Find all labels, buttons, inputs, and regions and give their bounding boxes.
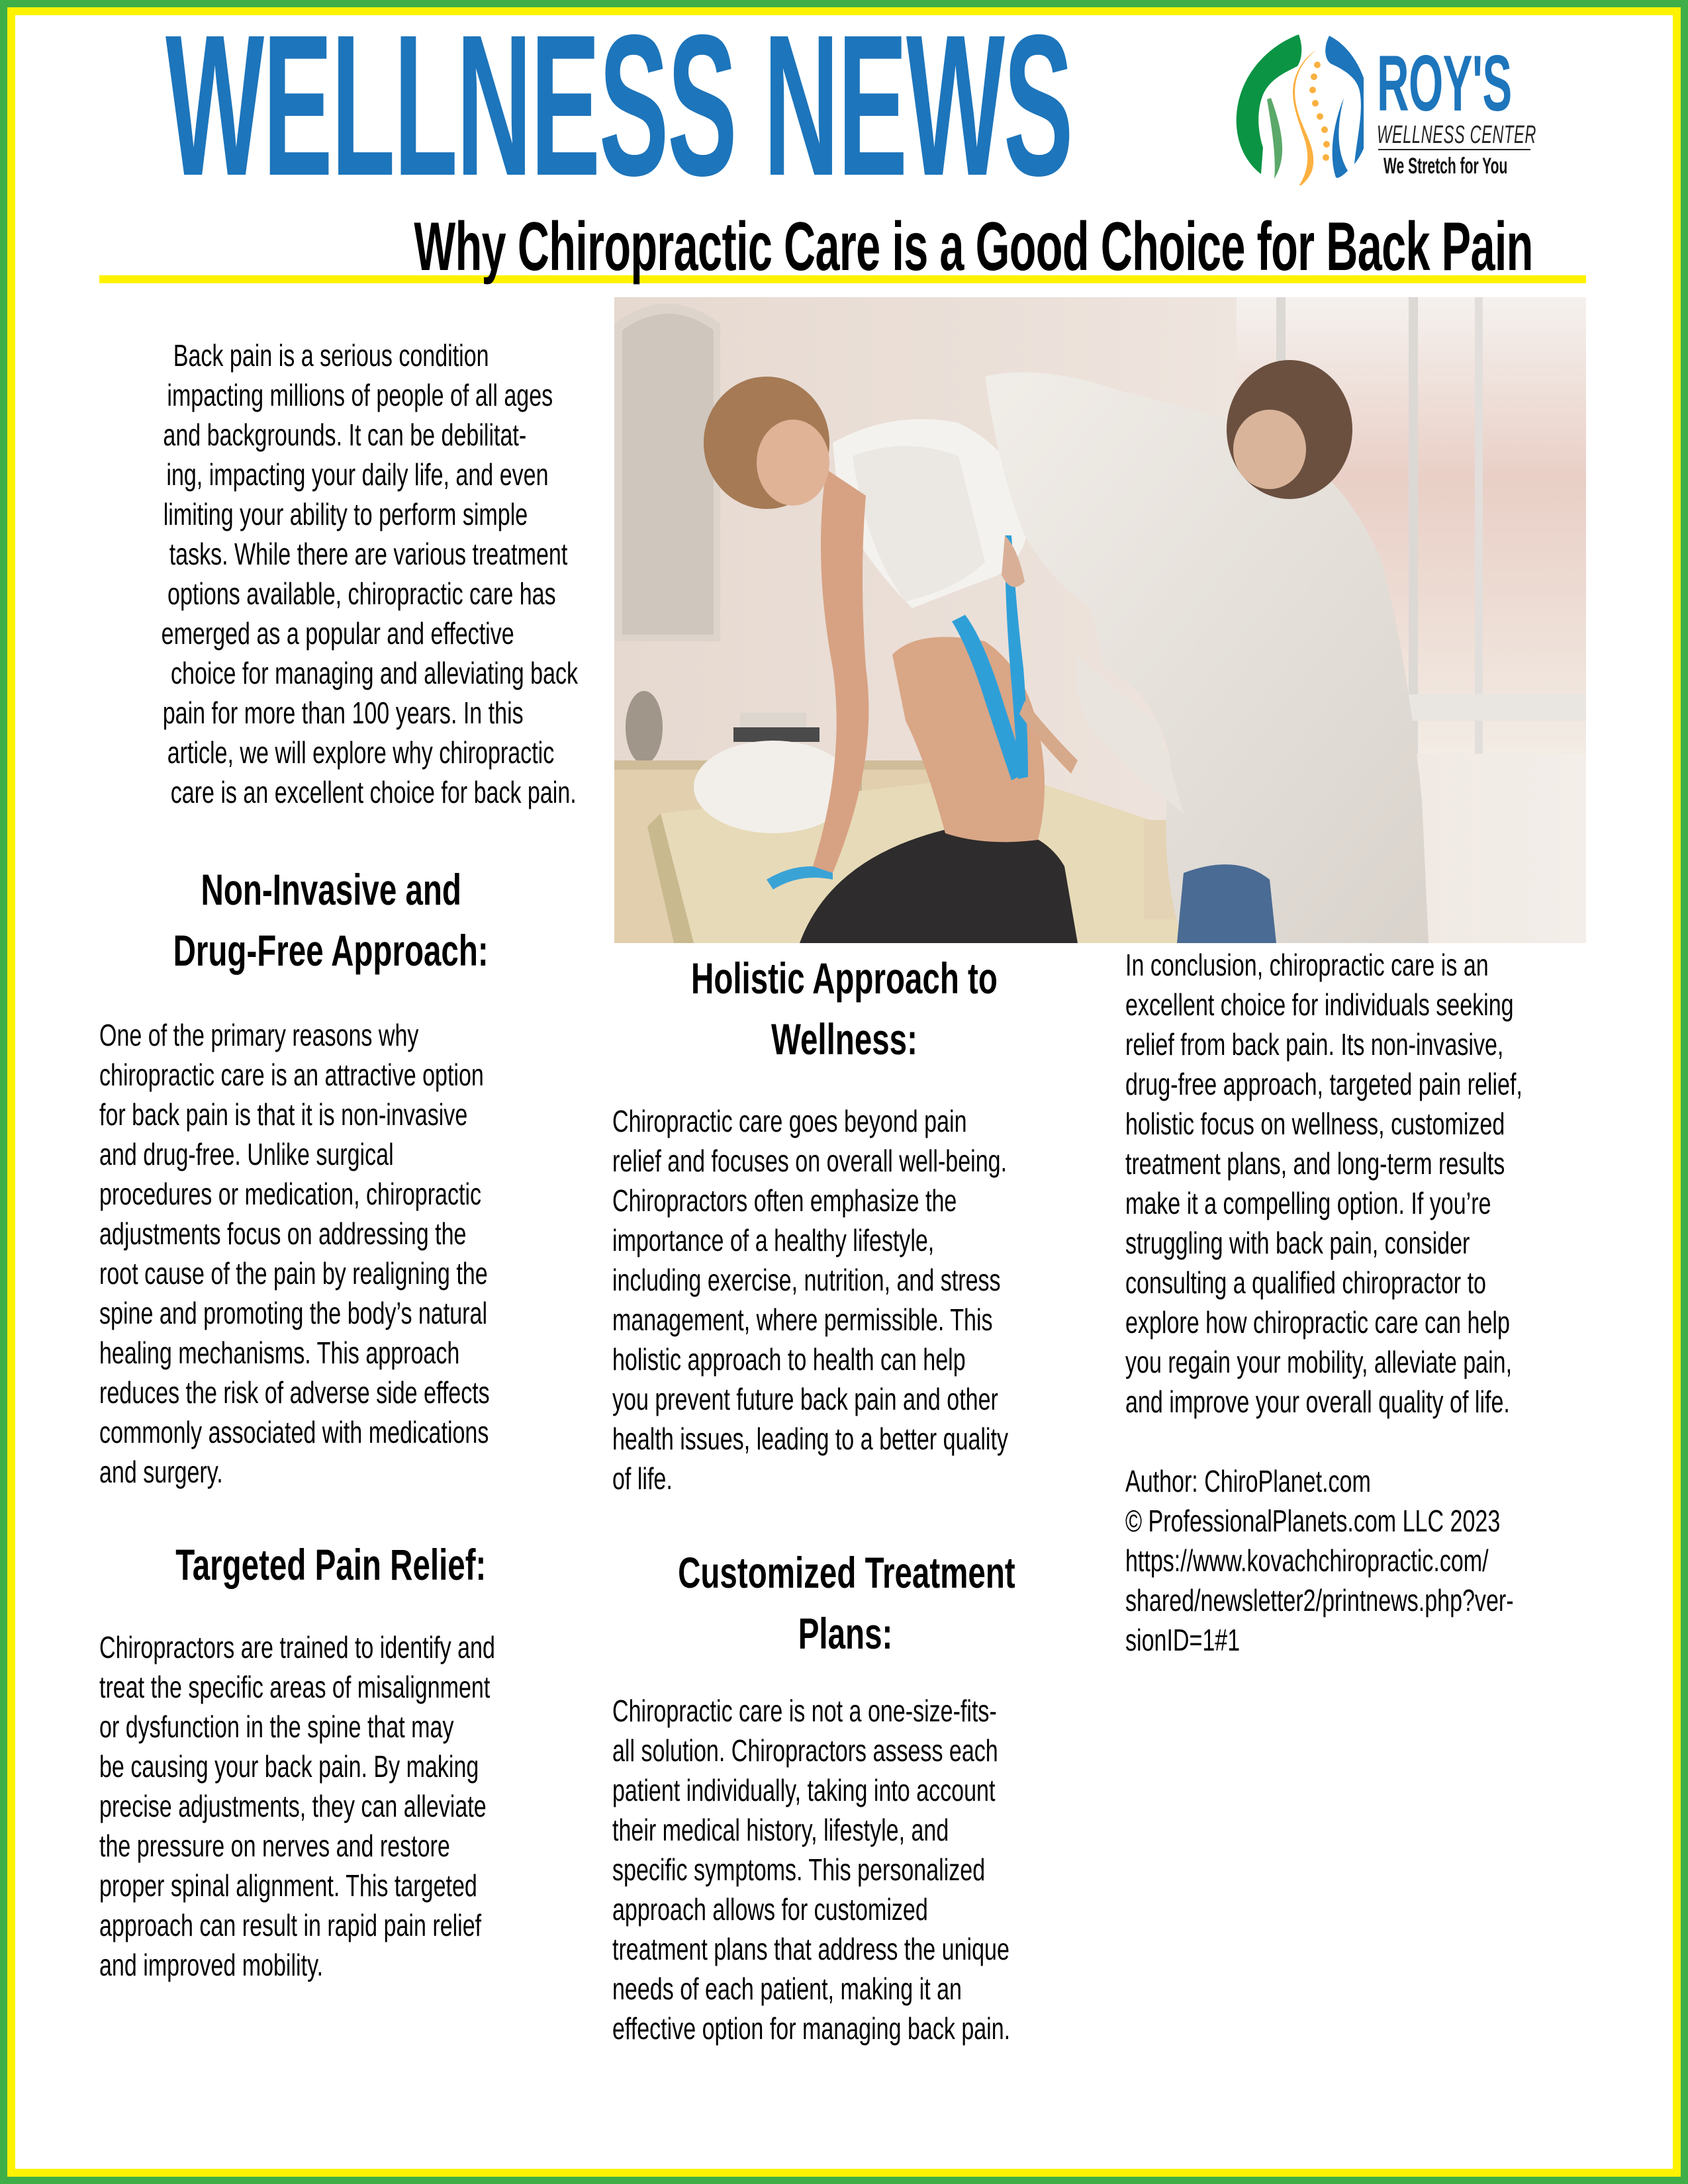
logo-subtitle: [1377, 122, 1634, 148]
article-photo: [614, 297, 1586, 943]
source-url[interactable]: shared/newsletter2/printnews.php?ver-: [1125, 1583, 1514, 1617]
intro-line: article, we will explore why chiropractic: [167, 735, 555, 770]
intro-line: impacting millions of people of all ages: [167, 378, 553, 412]
intro-line: pain for more than 100 years. In this: [162, 696, 524, 730]
intro-line: options available, chiropractic care has: [167, 576, 556, 611]
section-heading-holistic: Holistic Approach to Wellness:: [690, 954, 998, 1064]
intro-line: limiting your ability to perform simple: [163, 497, 528, 531]
article-headline: [99, 210, 1586, 283]
author-credit: Author: ChiroPlanet.com: [1125, 1464, 1371, 1498]
logo-tagline-text: We Stretch for You: [1383, 154, 1508, 179]
conclusion-paragraph: In conclusion, chiropractic care is an excellent choice for individuals seeking relief from back pain. Its non-invasive, drug-free approach, targeted pain relief, holistic focus on wellness, customized treatment plans, and long-term results make it a compelling option. If you’re struggling with back pain, consider consulting a qualified chiropractor to explore how chiropractic care can help you regain your mobility, alleviate pain, and improve your overall quality of life.: [1125, 948, 1523, 1419]
section-body-customized: Chiropractic care is not a one-size-fits- all solution. Chiropractors assess each patient individually, taking into account their medical history, lifestyle, and specific symptoms. This personalized approach allows for customized treatment plans that address the unique needs of each patient, making it an effective option for managing back pain.: [612, 1694, 1011, 2046]
copyright-notice: © ProfessionalPlanets.com LLC 2023: [1125, 1504, 1501, 1538]
photo-chiropractor-taping-back: [614, 297, 1586, 943]
intro-line: and backgrounds. It can be debilitat-: [163, 418, 527, 452]
section-heading-targeted-relief: Targeted Pain Relief:: [175, 1540, 487, 1589]
source-url[interactable]: https://www.kovachchiropractic.com/: [1125, 1543, 1489, 1578]
section-body-targeted-relief: Chiropractors are trained to identify and treat the specific areas of misalignment or dysfunction in the spine that may be causing your back pain. By making precise adjustments, they can alleviate the pressure on nerves and restore proper spinal alignment. This targeted approach can result in rapid pain relief and improved mobility.: [99, 1630, 495, 1982]
intro-paragraph: [99, 336, 579, 812]
masthead-title-text: WELLNESS NEWS: [165, 0, 1072, 218]
article-headline-text: Why Chiropractic Care is a Good Choice for Back Pain: [414, 208, 1533, 285]
logo-tagline: [1383, 153, 1583, 179]
intro-line: emerged as a popular and effective: [161, 616, 514, 651]
article-credits: [1125, 1461, 1589, 1660]
source-url[interactable]: sionID=1#1: [1125, 1623, 1241, 1657]
intro-line: Back pain is a serious condition: [173, 338, 489, 373]
logo-brand: [1377, 39, 1618, 128]
intro-line: tasks. While there are various treatment: [169, 537, 568, 571]
logo-subtitle-text: WELLNESS CENTER: [1377, 121, 1537, 149]
logo-brand-text: ROY'S: [1377, 39, 1512, 128]
section-body-holistic: Chiropractic care goes beyond pain relief and focuses on overall well-being. Chiropractors often emphasize the importance of a healthy lifestyle, including exercise, nutrition, and stress management, where permissible. This holistic approach to health can help you prevent future back pain and other health issues, leading to a better quality of life.: [612, 1104, 1008, 1496]
section-heading-customized: Customized Treatment Plans:: [678, 1548, 1015, 1658]
logo-divider: [1378, 149, 1530, 150]
intro-line: care is an excellent choice for back pain.: [170, 775, 577, 809]
logo: [1225, 32, 1542, 185]
section-body-non-invasive: One of the primary reasons why chiropractic care is an attractive option for back pain is that it is non-invasive and drug-free. Unlike surgical procedures or medication, chiropractic adjustments focus on addressing the root cause of the pain by realigning the spine and promoting the body’s natural healing mechanisms. This approach reduces the risk of adverse side effects commonly associated with medications and surgery.: [99, 1018, 490, 1489]
spine-figure-icon: [1225, 32, 1364, 185]
masthead-title: [165, 0, 1174, 218]
section-heading-non-invasive: Non-Invasive and Drug-Free Approach:: [173, 865, 489, 975]
intro-line: ing, impacting your daily life, and even: [166, 457, 549, 492]
intro-line: choice for managing and alleviating back: [171, 656, 579, 690]
